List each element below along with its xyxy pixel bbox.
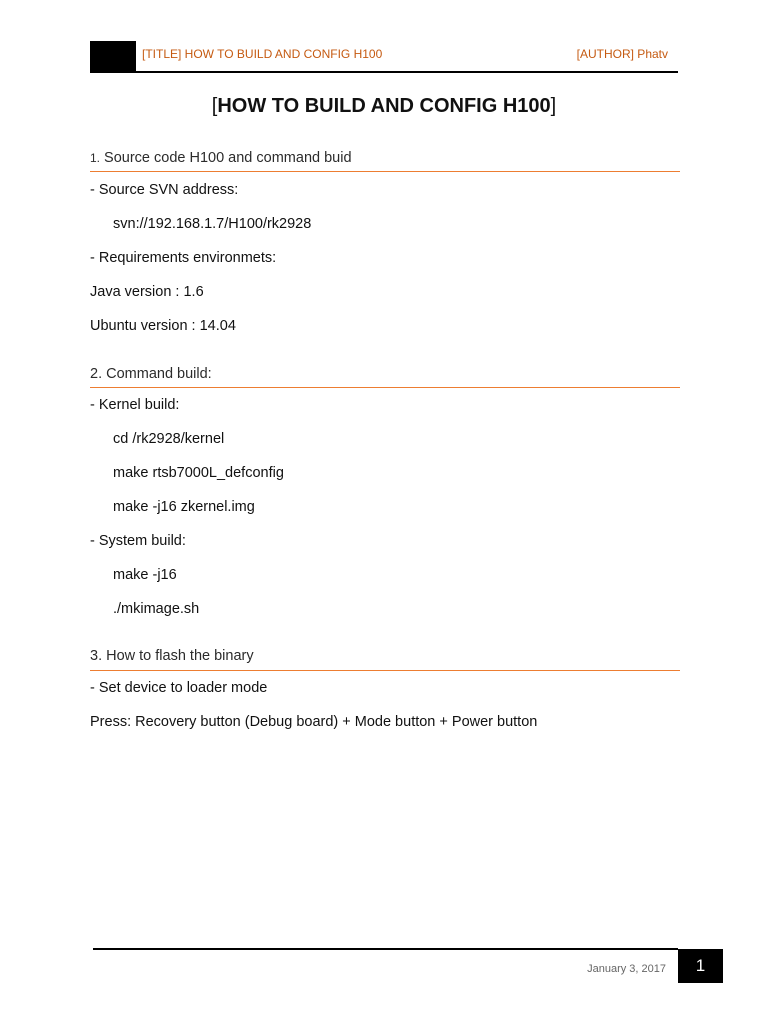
title-bracket-open: [ <box>211 95 218 117</box>
text-line: - Set device to loader mode <box>90 680 268 696</box>
section-1-heading-text: Source code H100 and command buid <box>104 150 352 166</box>
section-1-rule <box>90 171 680 172</box>
section-3-rule <box>90 670 680 671</box>
header-divider <box>90 71 678 73</box>
footer-date: January 3, 2017 <box>587 963 666 975</box>
text-line: make -j16 zkernel.img <box>113 499 255 515</box>
text-line: ./mkimage.sh <box>113 601 200 617</box>
title-text: HOW TO BUILD AND CONFIG H100 <box>217 95 551 117</box>
text-line: cd /rk2928/kernel <box>113 431 225 447</box>
text-line: - System build: <box>90 533 186 549</box>
text-line: Java version : 1.6 <box>90 284 204 300</box>
section-2-rule <box>90 387 680 388</box>
text-line: Ubuntu version : 14.04 <box>90 318 236 334</box>
text-line: svn://192.168.1.7/H100/rk2928 <box>113 216 312 232</box>
page-title <box>0 95 768 118</box>
header-block <box>90 41 136 72</box>
text-line: - Kernel build: <box>90 397 180 413</box>
title-bracket-close: ] <box>550 95 557 117</box>
page-number: 1 <box>678 949 723 983</box>
text-line: - Source SVN address: <box>90 182 239 198</box>
footer-divider <box>93 948 678 950</box>
section-2-heading: 2. Command build: <box>90 366 212 382</box>
text-line: - Requirements environmets: <box>90 250 277 266</box>
text-line: make -j16 <box>113 567 177 583</box>
text-line: make rtsb7000L_defconfig <box>113 465 284 481</box>
section-3-heading: 3. How to flash the binary <box>90 648 254 664</box>
section-1-heading <box>90 150 352 166</box>
text-line: Press: Recovery button (Debug board) + Mode button + Power button <box>90 714 538 730</box>
header-author: [AUTHOR] Phatv <box>576 47 668 61</box>
header-title: [TITLE] HOW TO BUILD AND CONFIG H100 <box>142 47 383 61</box>
section-1-number: 1. <box>90 151 101 165</box>
